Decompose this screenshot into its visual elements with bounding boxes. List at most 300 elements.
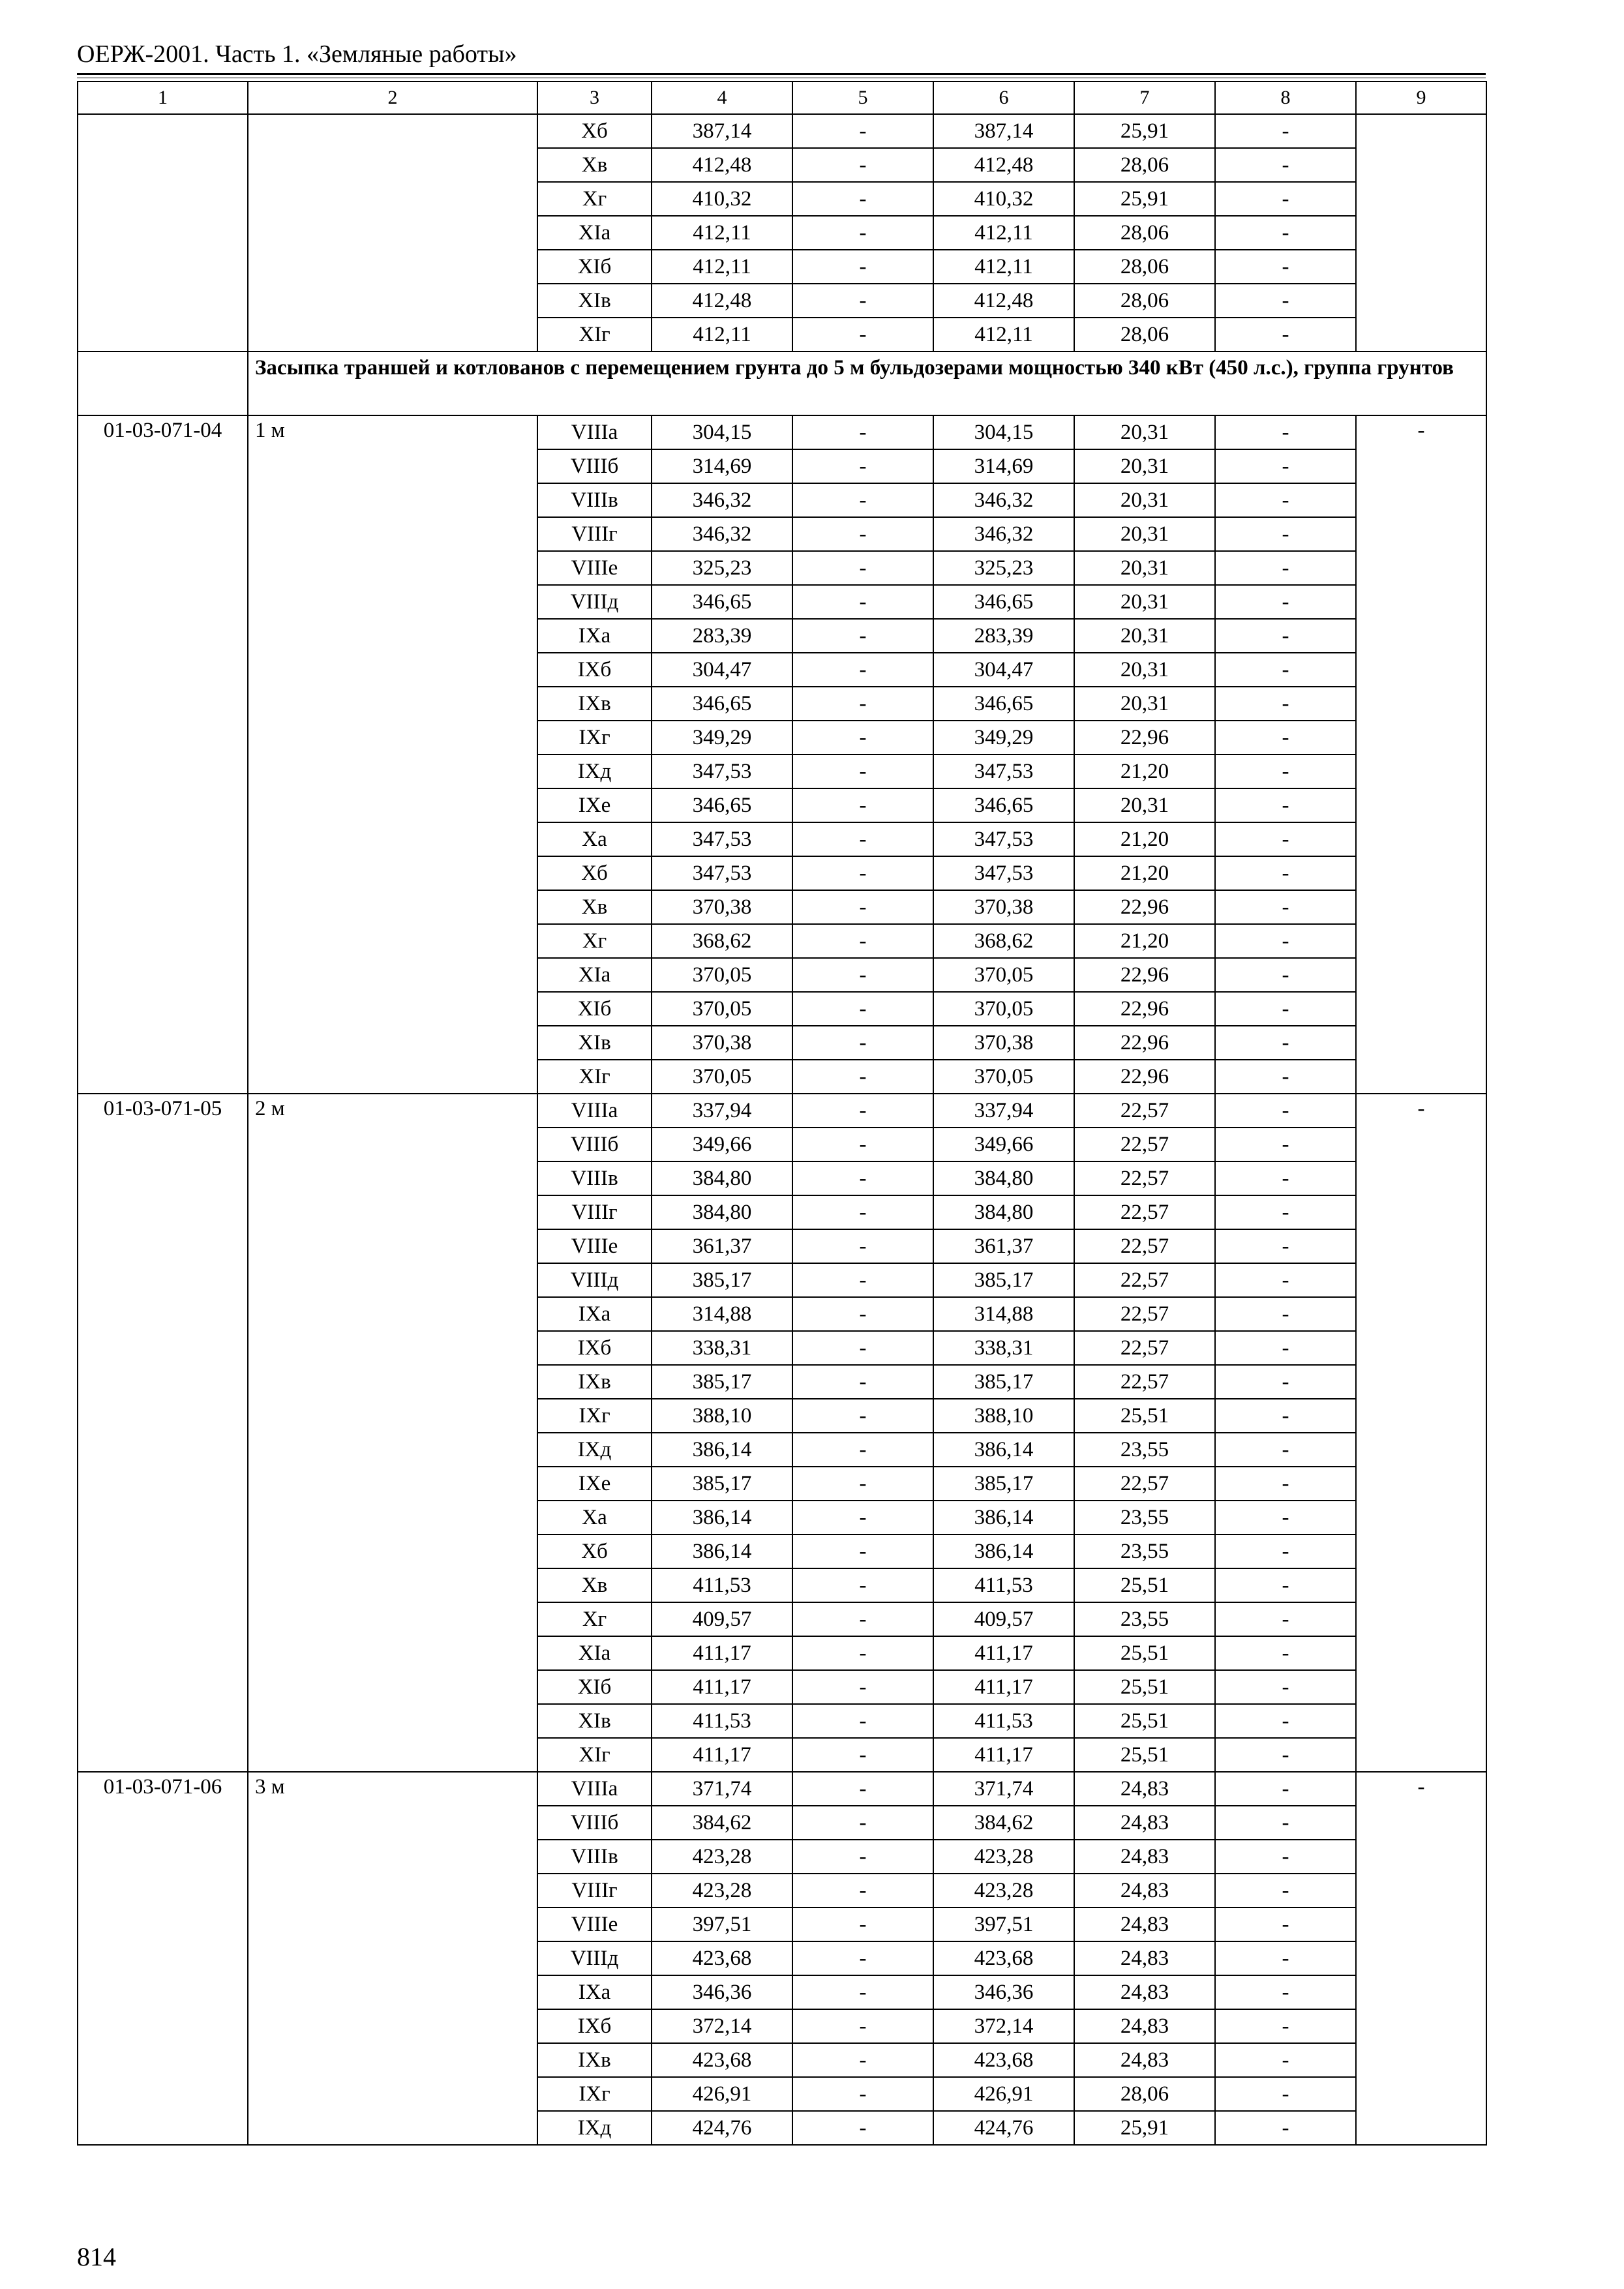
col5-cell: - [792, 1840, 933, 1874]
col9-cell [1356, 114, 1486, 352]
col4-cell: 370,38 [652, 1026, 792, 1060]
col4-cell: 423,28 [652, 1874, 792, 1908]
col6-cell: 325,23 [933, 551, 1074, 585]
col4-cell: 372,14 [652, 2009, 792, 2043]
col4-cell: 370,05 [652, 958, 792, 992]
soil-group-cell: IXе [537, 1467, 652, 1501]
col7-cell: 25,91 [1074, 182, 1215, 216]
soil-group-cell: XIг [537, 1060, 652, 1094]
col4-cell: 384,80 [652, 1161, 792, 1195]
soil-group-cell: VIIIг [537, 517, 652, 551]
col7-cell: 22,57 [1074, 1229, 1215, 1263]
col8-cell: - [1215, 1094, 1356, 1128]
col6-cell: 370,38 [933, 1026, 1074, 1060]
col7-cell: 22,57 [1074, 1094, 1215, 1128]
col7-cell: 28,06 [1074, 216, 1215, 250]
col4-cell: 347,53 [652, 822, 792, 856]
col6-cell: 423,28 [933, 1874, 1074, 1908]
col7-cell: 22,96 [1074, 721, 1215, 755]
col5-cell: - [792, 318, 933, 352]
col8-cell: - [1215, 856, 1356, 890]
col7-cell: 22,96 [1074, 958, 1215, 992]
col6-cell: 346,36 [933, 1975, 1074, 2009]
col5-cell: - [792, 1128, 933, 1161]
col5-cell: - [792, 1161, 933, 1195]
col6-cell: 410,32 [933, 182, 1074, 216]
col4-cell: 411,17 [652, 1738, 792, 1772]
soil-group-cell: VIIIб [537, 1806, 652, 1840]
col4-cell: 346,65 [652, 788, 792, 822]
col8-cell: - [1215, 1229, 1356, 1263]
col8-cell: - [1215, 182, 1356, 216]
header-rule-thick [77, 73, 1486, 75]
col8-cell: - [1215, 1467, 1356, 1501]
col4-cell: 304,15 [652, 415, 792, 449]
col8-cell: - [1215, 1704, 1356, 1738]
soil-group-cell: XIг [537, 1738, 652, 1772]
col5-cell: - [792, 755, 933, 788]
soil-group-cell: IXд [537, 1433, 652, 1467]
col4-cell: 347,53 [652, 755, 792, 788]
col5-cell: - [792, 653, 933, 687]
col5-cell: - [792, 619, 933, 653]
document-title: ОЕРЖ-2001. Часть 1. «Земляные работы» [77, 40, 517, 68]
col4-cell: 423,68 [652, 1941, 792, 1975]
col8-cell: - [1215, 924, 1356, 958]
col4-cell: 325,23 [652, 551, 792, 585]
col6-cell: 412,11 [933, 216, 1074, 250]
col5-cell: - [792, 1433, 933, 1467]
name-cell [248, 114, 537, 352]
col7-cell: 22,57 [1074, 1297, 1215, 1331]
col8-cell: - [1215, 2043, 1356, 2077]
col5-cell: - [792, 2111, 933, 2145]
col7-cell: 20,31 [1074, 687, 1215, 721]
soil-group-cell: Xа [537, 1501, 652, 1534]
section-spacer-cell [78, 352, 248, 415]
col7-cell: 25,51 [1074, 1636, 1215, 1670]
col5-cell: - [792, 483, 933, 517]
col6-cell: 347,53 [933, 856, 1074, 890]
col5-cell: - [792, 1975, 933, 2009]
col8-cell: - [1215, 1908, 1356, 1941]
col5-cell: - [792, 1941, 933, 1975]
soil-group-cell: Xг [537, 182, 652, 216]
col8-cell: - [1215, 1399, 1356, 1433]
col5-cell: - [792, 1806, 933, 1840]
col6-cell: 372,14 [933, 2009, 1074, 2043]
col7-cell: 23,55 [1074, 1602, 1215, 1636]
soil-group-cell: IXа [537, 1975, 652, 2009]
col4-cell: 424,76 [652, 2111, 792, 2145]
col4-cell: 314,88 [652, 1297, 792, 1331]
col7-cell: 22,57 [1074, 1263, 1215, 1297]
col7-cell: 22,96 [1074, 1060, 1215, 1094]
col7-cell: 22,57 [1074, 1467, 1215, 1501]
depth-name-cell: 3 м [248, 1772, 537, 2145]
col4-cell: 426,91 [652, 2077, 792, 2111]
col8-cell: - [1215, 1365, 1356, 1399]
soil-group-cell: IXе [537, 788, 652, 822]
col6-cell: 337,94 [933, 1094, 1074, 1128]
col8-cell: - [1215, 2009, 1356, 2043]
col4-cell: 423,28 [652, 1840, 792, 1874]
soil-group-cell: VIIIг [537, 1874, 652, 1908]
col7-cell: 21,20 [1074, 924, 1215, 958]
col8-cell: - [1215, 1975, 1356, 2009]
soil-group-cell: XIв [537, 284, 652, 318]
col5-cell: - [792, 1704, 933, 1738]
col4-cell: 314,69 [652, 449, 792, 483]
col8-cell: - [1215, 890, 1356, 924]
col5-cell: - [792, 721, 933, 755]
col8-cell: - [1215, 1806, 1356, 1840]
col7-cell: 24,83 [1074, 1941, 1215, 1975]
soil-group-cell: XIа [537, 958, 652, 992]
soil-group-cell: IXв [537, 2043, 652, 2077]
col6-cell: 314,88 [933, 1297, 1074, 1331]
soil-group-cell: IXа [537, 619, 652, 653]
col5-cell: - [792, 1297, 933, 1331]
col5-cell: - [792, 2043, 933, 2077]
column-number-8: 8 [1215, 82, 1356, 114]
col7-cell: 28,06 [1074, 284, 1215, 318]
soil-group-cell: XIв [537, 1026, 652, 1060]
column-number-9: 9 [1356, 82, 1486, 114]
col7-cell: 20,31 [1074, 449, 1215, 483]
col5-cell: - [792, 1568, 933, 1602]
col4-cell: 412,11 [652, 250, 792, 284]
col8-cell: - [1215, 1331, 1356, 1365]
soil-group-cell: Xв [537, 1568, 652, 1602]
col4-cell: 361,37 [652, 1229, 792, 1263]
col4-cell: 412,48 [652, 284, 792, 318]
col8-cell: - [1215, 653, 1356, 687]
col4-cell: 386,14 [652, 1534, 792, 1568]
col9-cell: - [1356, 1094, 1486, 1772]
col6-cell: 338,31 [933, 1331, 1074, 1365]
col7-cell: 24,83 [1074, 2043, 1215, 2077]
col7-cell: 24,83 [1074, 2009, 1215, 2043]
col6-cell: 384,80 [933, 1161, 1074, 1195]
col4-cell: 370,05 [652, 1060, 792, 1094]
col9-cell: - [1356, 415, 1486, 1094]
soil-group-cell: XIб [537, 1670, 652, 1704]
col4-cell: 349,29 [652, 721, 792, 755]
table-row [78, 1094, 1486, 1128]
col8-cell: - [1215, 517, 1356, 551]
col6-cell: 411,17 [933, 1738, 1074, 1772]
col6-cell: 384,62 [933, 1806, 1074, 1840]
col5-cell: - [792, 1060, 933, 1094]
col8-cell: - [1215, 755, 1356, 788]
col8-cell: - [1215, 318, 1356, 352]
col5-cell: - [792, 1501, 933, 1534]
col8-cell: - [1215, 1534, 1356, 1568]
col7-cell: 28,06 [1074, 250, 1215, 284]
soil-group-cell: VIIIб [537, 1128, 652, 1161]
col7-cell: 20,31 [1074, 788, 1215, 822]
col5-cell: - [792, 284, 933, 318]
depth-name-cell: 1 м [248, 415, 537, 1094]
soil-group-cell: IXг [537, 721, 652, 755]
col9-cell: - [1356, 1772, 1486, 2145]
soil-group-cell: VIIIд [537, 1263, 652, 1297]
col7-cell: 24,83 [1074, 1874, 1215, 1908]
col8-cell: - [1215, 216, 1356, 250]
col6-cell: 424,76 [933, 2111, 1074, 2145]
col6-cell: 411,17 [933, 1636, 1074, 1670]
col5-cell: - [792, 585, 933, 619]
col4-cell: 385,17 [652, 1263, 792, 1297]
col7-cell: 24,83 [1074, 1772, 1215, 1806]
code-cell [78, 114, 248, 352]
col8-cell: - [1215, 1670, 1356, 1704]
col8-cell: - [1215, 822, 1356, 856]
soil-group-cell: Xв [537, 890, 652, 924]
col6-cell: 346,32 [933, 517, 1074, 551]
col6-cell: 423,68 [933, 2043, 1074, 2077]
table-row [78, 415, 1486, 449]
col6-cell: 349,66 [933, 1128, 1074, 1161]
col6-cell: 346,65 [933, 687, 1074, 721]
soil-group-cell: VIIIд [537, 1941, 652, 1975]
soil-group-cell: XIб [537, 250, 652, 284]
col5-cell: - [792, 1399, 933, 1433]
col4-cell: 411,17 [652, 1636, 792, 1670]
col7-cell: 20,31 [1074, 517, 1215, 551]
col5-cell: - [792, 250, 933, 284]
column-number-3: 3 [537, 82, 652, 114]
col5-cell: - [792, 216, 933, 250]
col4-cell: 411,53 [652, 1704, 792, 1738]
col7-cell: 20,31 [1074, 415, 1215, 449]
col7-cell: 23,55 [1074, 1501, 1215, 1534]
col6-cell: 409,57 [933, 1602, 1074, 1636]
col7-cell: 24,83 [1074, 1975, 1215, 2009]
col6-cell: 361,37 [933, 1229, 1074, 1263]
col4-cell: 384,80 [652, 1195, 792, 1229]
soil-group-cell: IXа [537, 1297, 652, 1331]
soil-group-cell: VIIIе [537, 551, 652, 585]
column-number-6: 6 [933, 82, 1074, 114]
col5-cell: - [792, 551, 933, 585]
col7-cell: 22,96 [1074, 890, 1215, 924]
col4-cell: 346,36 [652, 1975, 792, 2009]
soil-group-cell: VIIIа [537, 1772, 652, 1806]
col6-cell: 347,53 [933, 755, 1074, 788]
col8-cell: - [1215, 788, 1356, 822]
col4-cell: 385,17 [652, 1365, 792, 1399]
col8-cell: - [1215, 551, 1356, 585]
col8-cell: - [1215, 114, 1356, 148]
col8-cell: - [1215, 449, 1356, 483]
col8-cell: - [1215, 1060, 1356, 1094]
col8-cell: - [1215, 2077, 1356, 2111]
col8-cell: - [1215, 1297, 1356, 1331]
section-title: Засыпка траншей и котлованов с перемещением грунта до 5 м бульдозерами мощностью 340 кВт (450 л.с.), группа грунтов [248, 352, 1486, 415]
col4-cell: 368,62 [652, 924, 792, 958]
soil-group-cell: VIIIа [537, 1094, 652, 1128]
col4-cell: 349,66 [652, 1128, 792, 1161]
col6-cell: 386,14 [933, 1433, 1074, 1467]
col6-cell: 347,53 [933, 822, 1074, 856]
col6-cell: 371,74 [933, 1772, 1074, 1806]
rates-table [77, 81, 1487, 2146]
soil-group-cell: IXб [537, 653, 652, 687]
col5-cell: - [792, 1263, 933, 1297]
soil-group-cell: Xв [537, 148, 652, 182]
col6-cell: 370,05 [933, 958, 1074, 992]
soil-group-cell: IXб [537, 1331, 652, 1365]
col4-cell: 386,14 [652, 1433, 792, 1467]
col8-cell: - [1215, 483, 1356, 517]
col7-cell: 22,57 [1074, 1365, 1215, 1399]
col8-cell: - [1215, 1772, 1356, 1806]
soil-group-cell: IXв [537, 687, 652, 721]
col8-cell: - [1215, 992, 1356, 1026]
soil-group-cell: Xг [537, 924, 652, 958]
rate-code-cell: 01-03-071-04 [78, 415, 248, 1094]
col8-cell: - [1215, 1738, 1356, 1772]
col4-cell: 346,32 [652, 517, 792, 551]
col7-cell: 22,57 [1074, 1128, 1215, 1161]
page-header [77, 38, 1486, 77]
col5-cell: - [792, 182, 933, 216]
col6-cell: 412,11 [933, 318, 1074, 352]
soil-group-cell: Xб [537, 856, 652, 890]
col5-cell: - [792, 958, 933, 992]
column-number-5: 5 [792, 82, 933, 114]
col8-cell: - [1215, 250, 1356, 284]
col5-cell: - [792, 1908, 933, 1941]
col6-cell: 346,65 [933, 585, 1074, 619]
col7-cell: 25,51 [1074, 1738, 1215, 1772]
col7-cell: 20,31 [1074, 653, 1215, 687]
soil-group-cell: XIб [537, 992, 652, 1026]
column-number-4: 4 [652, 82, 792, 114]
col4-cell: 385,17 [652, 1467, 792, 1501]
col7-cell: 28,06 [1074, 148, 1215, 182]
col5-cell: - [792, 788, 933, 822]
col4-cell: 347,53 [652, 856, 792, 890]
soil-group-cell: XIа [537, 216, 652, 250]
col5-cell: - [792, 1467, 933, 1501]
col7-cell: 25,51 [1074, 1568, 1215, 1602]
col5-cell: - [792, 1331, 933, 1365]
col6-cell: 386,14 [933, 1534, 1074, 1568]
col6-cell: 411,53 [933, 1704, 1074, 1738]
col6-cell: 386,14 [933, 1501, 1074, 1534]
col6-cell: 346,65 [933, 788, 1074, 822]
soil-group-cell: IXд [537, 2111, 652, 2145]
soil-group-cell: IXг [537, 2077, 652, 2111]
col7-cell: 22,96 [1074, 1026, 1215, 1060]
col6-cell: 426,91 [933, 2077, 1074, 2111]
col7-cell: 22,57 [1074, 1195, 1215, 1229]
col4-cell: 346,32 [652, 483, 792, 517]
col6-cell: 411,17 [933, 1670, 1074, 1704]
col5-cell: - [792, 1636, 933, 1670]
col4-cell: 338,31 [652, 1331, 792, 1365]
col4-cell: 386,14 [652, 1501, 792, 1534]
col4-cell: 397,51 [652, 1908, 792, 1941]
col6-cell: 283,39 [933, 619, 1074, 653]
col8-cell: - [1215, 1568, 1356, 1602]
col5-cell: - [792, 924, 933, 958]
table-row [78, 1772, 1486, 1806]
col6-cell: 368,62 [933, 924, 1074, 958]
col7-cell: 24,83 [1074, 1806, 1215, 1840]
col6-cell: 304,47 [933, 653, 1074, 687]
col4-cell: 283,39 [652, 619, 792, 653]
col5-cell: - [792, 148, 933, 182]
rate-code-cell: 01-03-071-05 [78, 1094, 248, 1772]
col8-cell: - [1215, 1161, 1356, 1195]
col6-cell: 370,05 [933, 1060, 1074, 1094]
col4-cell: 337,94 [652, 1094, 792, 1128]
soil-group-cell: VIIIв [537, 483, 652, 517]
col6-cell: 412,11 [933, 250, 1074, 284]
col7-cell: 25,91 [1074, 114, 1215, 148]
col5-cell: - [792, 2009, 933, 2043]
col6-cell: 370,38 [933, 890, 1074, 924]
col8-cell: - [1215, 687, 1356, 721]
col5-cell: - [792, 1534, 933, 1568]
col7-cell: 21,20 [1074, 856, 1215, 890]
depth-name-cell: 2 м [248, 1094, 537, 1772]
column-number-row [78, 82, 1486, 114]
soil-group-cell: Xб [537, 1534, 652, 1568]
soil-group-cell: XIг [537, 318, 652, 352]
col5-cell: - [792, 1229, 933, 1263]
col4-cell: 346,65 [652, 585, 792, 619]
col4-cell: 388,10 [652, 1399, 792, 1433]
col6-cell: 411,53 [933, 1568, 1074, 1602]
col4-cell: 411,17 [652, 1670, 792, 1704]
col8-cell: - [1215, 1501, 1356, 1534]
col4-cell: 370,38 [652, 890, 792, 924]
col4-cell: 412,11 [652, 318, 792, 352]
col7-cell: 25,51 [1074, 1399, 1215, 1433]
col5-cell: - [792, 890, 933, 924]
col4-cell: 409,57 [652, 1602, 792, 1636]
col5-cell: - [792, 2077, 933, 2111]
col7-cell: 23,55 [1074, 1534, 1215, 1568]
soil-group-cell: IXб [537, 2009, 652, 2043]
column-number-7: 7 [1074, 82, 1215, 114]
col4-cell: 346,65 [652, 687, 792, 721]
col5-cell: - [792, 517, 933, 551]
table-body [78, 82, 1486, 2145]
col5-cell: - [792, 1874, 933, 1908]
col6-cell: 397,51 [933, 1908, 1074, 1941]
col5-cell: - [792, 1094, 933, 1128]
col8-cell: - [1215, 284, 1356, 318]
col5-cell: - [792, 114, 933, 148]
col5-cell: - [792, 1670, 933, 1704]
col5-cell: - [792, 1026, 933, 1060]
soil-group-cell: VIIIе [537, 1229, 652, 1263]
soil-group-cell: VIIIд [537, 585, 652, 619]
col7-cell: 22,96 [1074, 992, 1215, 1026]
col4-cell: 384,62 [652, 1806, 792, 1840]
col8-cell: - [1215, 1433, 1356, 1467]
col4-cell: 412,48 [652, 148, 792, 182]
col4-cell: 387,14 [652, 114, 792, 148]
col7-cell: 22,57 [1074, 1331, 1215, 1365]
col5-cell: - [792, 822, 933, 856]
